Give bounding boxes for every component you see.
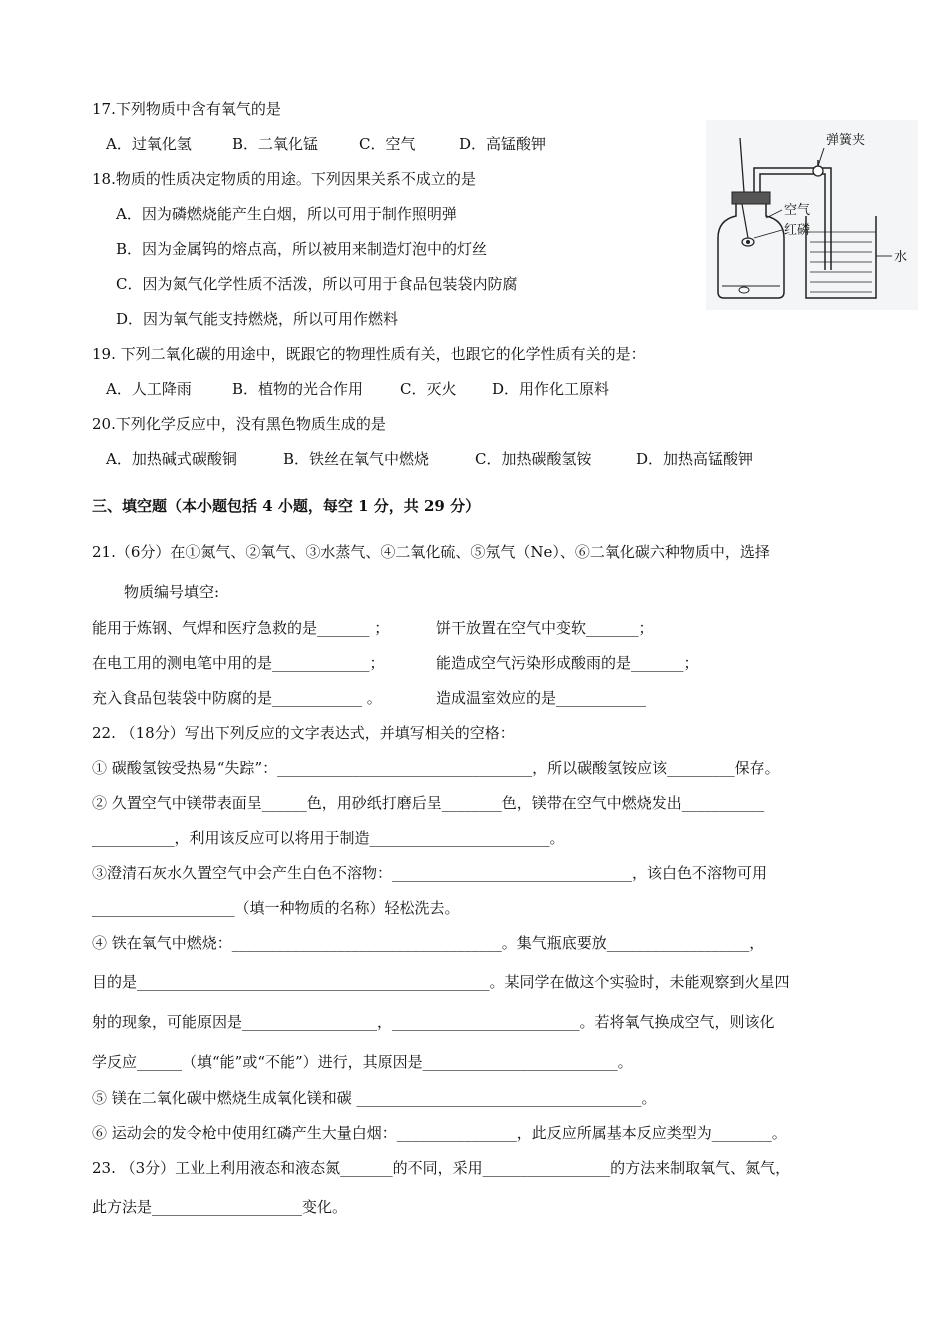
clamp-label: 弹簧夹 bbox=[826, 133, 866, 148]
q22-line1: ① 碳酸氢铵受热易“失踪”：__________________________________，所以碳酸氢铵应该_________保存。 bbox=[92, 759, 780, 777]
q18-option-a: A．因为磷燃烧能产生白烟，所以可用于制作照明弹 bbox=[116, 205, 457, 223]
q21-line1: 21.（6分）在①氮气、②氧气、③水蒸气、④二氧化硫、⑤氖气（Ne）、⑥二氧化碳六种物质中，选择 bbox=[92, 543, 770, 561]
q18-option-b: B．因为金属钨的熔点高，所以被用来制造灯泡中的灯丝 bbox=[116, 240, 488, 258]
q21-line2: 物质编号填空: bbox=[124, 583, 220, 601]
q22-line4: ③澄清石灰水久置空气中会产生白色不溶物：________________________________，该白色不溶物可用 bbox=[92, 864, 768, 882]
q21-row3-left: 充入食品包装袋中防腐的是____________ 。 bbox=[92, 689, 382, 707]
q20-option-a: A．加热碱式碳酸铜 bbox=[106, 450, 237, 468]
q19-option-d: D．用作化工原料 bbox=[492, 380, 610, 398]
q19-option-a: A．人工降雨 bbox=[106, 380, 192, 398]
q19-option-c: C．灭火 bbox=[400, 380, 457, 398]
q17-option-c: C．空气 bbox=[359, 135, 416, 153]
q17-option-d: D．高锰酸钾 bbox=[459, 135, 547, 153]
q20-option-b: B．铁丝在氧气中燃烧 bbox=[283, 450, 430, 468]
q21-row1-right: 饼干放置在空气中变软_______； bbox=[436, 619, 654, 637]
q17-option-b: B．二氧化锰 bbox=[232, 135, 319, 153]
diagram-background bbox=[706, 120, 918, 310]
q21-row2-left: 在电工用的测电笔中用的是_____________； bbox=[92, 654, 385, 672]
q22-line6: ④ 铁在氧气中燃烧：____________________________________。集气瓶底要放___________________， bbox=[92, 934, 765, 952]
q20-option-c: C．加热碳酸氢铵 bbox=[475, 450, 592, 468]
q23-line1: 23. （3分）工业上利用液态和液态氮_______的不同，采用_________________的方法来制取氧气、氮气， bbox=[92, 1159, 791, 1177]
phosphorus-label: 红磷 bbox=[784, 223, 811, 238]
q22-line11: ⑥ 运动会的发令枪中使用红磷产生大量白烟：________________，此反应所属基本反应类型为________。 bbox=[92, 1124, 787, 1142]
q21-row2-right: 能造成空气污染形成酸雨的是_______； bbox=[436, 654, 699, 672]
apparatus-drawing bbox=[706, 120, 918, 310]
q18-option-d: D．因为氧气能支持燃烧，所以可用作燃料 bbox=[116, 310, 399, 328]
q18-stem: 18.物质的性质决定物质的用途。下列因果关系不成立的是 bbox=[92, 170, 476, 188]
q23-line2: 此方法是____________________变化。 bbox=[92, 1198, 348, 1216]
q21-row3-right: 造成温室效应的是____________ bbox=[436, 689, 647, 707]
red-phosphorus bbox=[746, 240, 750, 244]
q17-stem: 17.下列物质中含有氧气的是 bbox=[92, 100, 281, 118]
q22-line7: 目的是_______________________________________________。某同学在做这个实验时，未能观察到火星四 bbox=[92, 973, 790, 991]
air-label: 空气 bbox=[784, 203, 811, 218]
q22-line9: 学反应______（填“能”或“不能”）进行，其原因是__________________________。 bbox=[92, 1053, 633, 1071]
apparatus-diagram bbox=[706, 120, 918, 310]
q22-line5: ___________________（填一种物质的名称）轻松洗去。 bbox=[92, 899, 460, 917]
q19-stem: 19. 下列二氧化碳的用途中，既跟它的物理性质有关，也跟它的化学性质有关的是： bbox=[92, 345, 646, 363]
q20-stem: 20.下列化学反应中，没有黑色物质生成的是 bbox=[92, 415, 386, 433]
bottle-stopper bbox=[732, 192, 770, 204]
q19-option-b: B．植物的光合作用 bbox=[232, 380, 364, 398]
q20-option-d: D．加热高锰酸钾 bbox=[636, 450, 754, 468]
q22-intro: 22. （18分）写出下列反应的文字表达式，并填写相关的空格： bbox=[92, 724, 515, 742]
spring-clamp bbox=[813, 166, 823, 176]
q17-option-a: A．过氧化氢 bbox=[106, 135, 192, 153]
q21-row1-left: 能用于炼钢、气焊和医疗急救的是_______ ； bbox=[92, 619, 390, 637]
section-title: 三、填空题（本小题包括 4 小题，每空 1 分，共 29 分） bbox=[92, 497, 481, 515]
water-label: 水 bbox=[894, 250, 908, 265]
q22-line8: 射的现象，可能原因是__________________，_________________________。若将氧气换成空气，则该化 bbox=[92, 1013, 775, 1031]
q18-option-c: C．因为氮气化学性质不活泼，所以可用于食品包装袋内防腐 bbox=[116, 275, 518, 293]
q22-line10: ⑤ 镁在二氧化碳中燃烧生成氧化镁和碳 ______________________________________。 bbox=[92, 1089, 657, 1107]
q22-line2: ② 久置空气中镁带表面呈______色，用砂纸打磨后呈________色，镁带在空气中燃烧发出___________ bbox=[92, 794, 765, 812]
q22-line3: ___________，利用该反应可以将用于制造________________________。 bbox=[92, 829, 565, 847]
